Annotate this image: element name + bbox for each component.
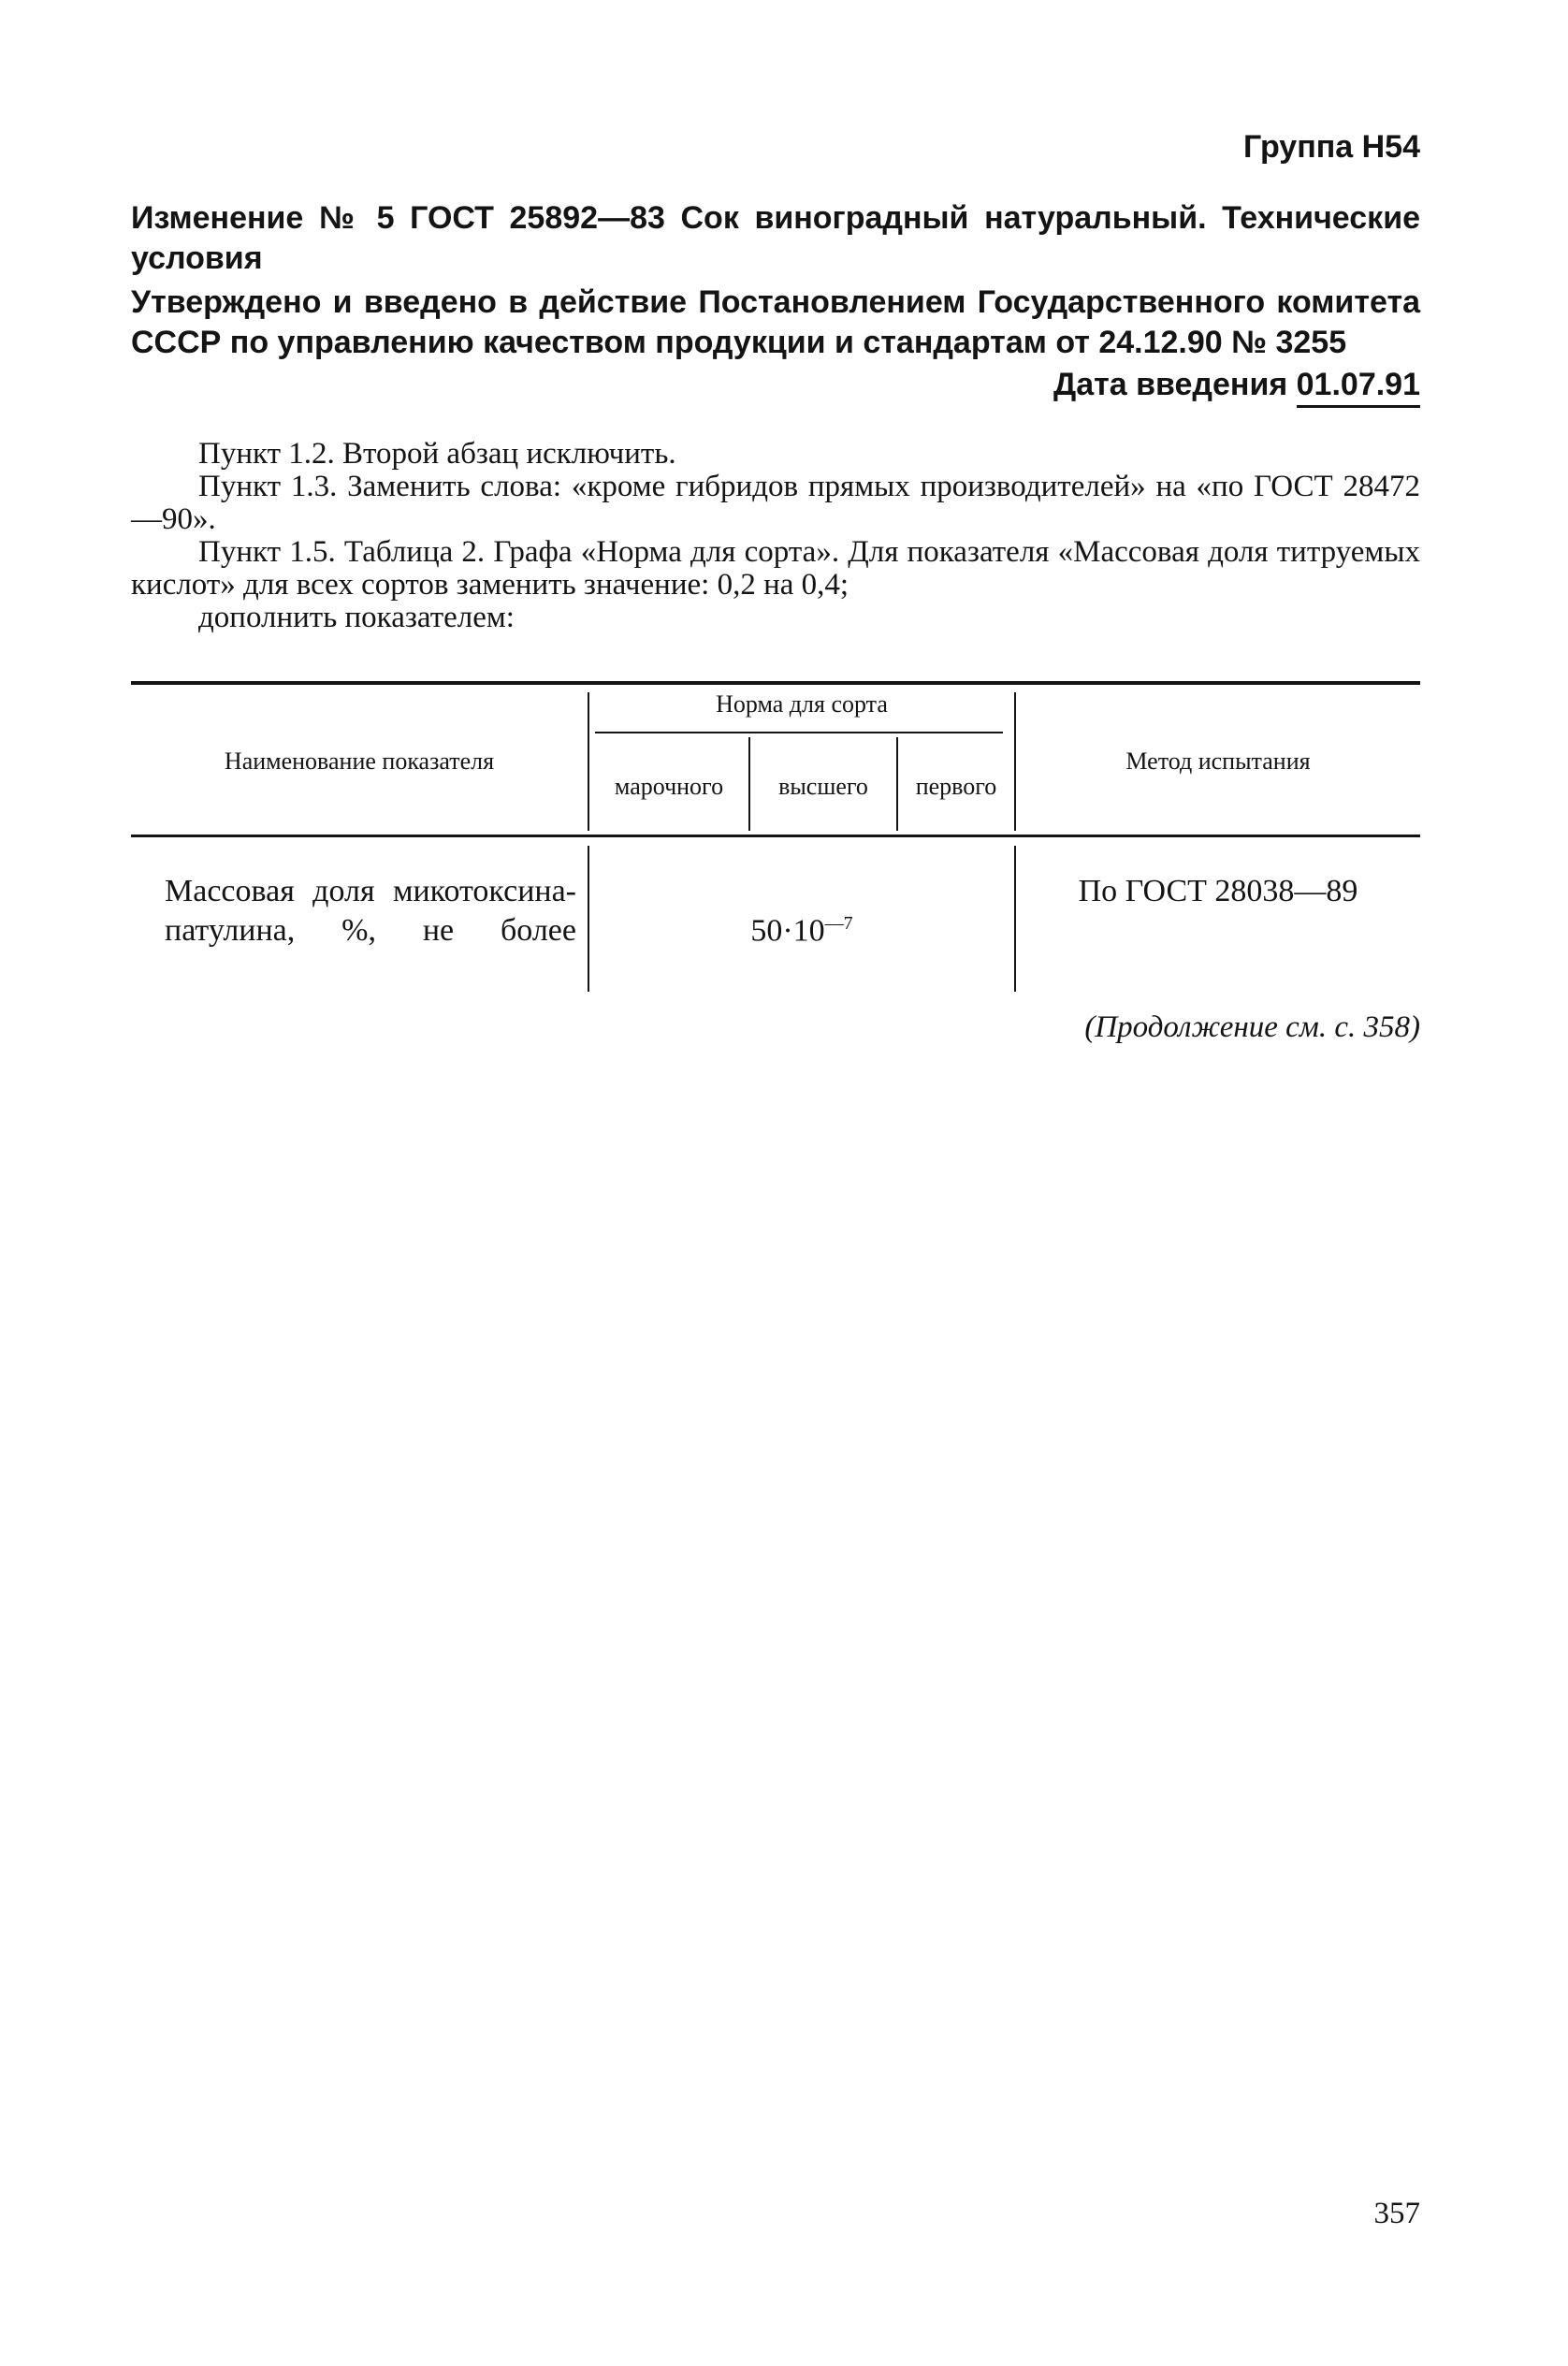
- paragraph-3: Пункт 1.5. Таблица 2. Графа «Норма для сорта». Для показателя «Массовая доля титруемых кислот» для всех сортов заменить значение: 0,2 на 0,4;: [131, 535, 1420, 602]
- paragraph-2: Пункт 1.3. Заменить слова: «кроме гибридов прямых производителей» на «по ГОСТ 28472—90».: [131, 470, 1420, 536]
- table-top-rule: [131, 681, 1420, 685]
- date-value: 01.07.91: [1297, 367, 1420, 408]
- table-header-rule: [131, 835, 1420, 837]
- row-indicator-text: Массовая доля микотоксина-патулина, %, не более: [165, 874, 576, 948]
- amendment-body: [131, 438, 1420, 634]
- header-grade-marochny: марочного: [614, 773, 724, 800]
- header-test-method: Метод испытания: [1125, 748, 1311, 775]
- continuation-note: (Продолжение см. с. 358): [1084, 1010, 1420, 1044]
- approval-statement: Утверждено и введено в действие Постановлением Государственного комитета СССР по управлению качеством продукции и стандартам от 24.12.90 № 3255: [131, 284, 1420, 360]
- row-norm-value: $50\cdot 10^{—7}$: [750, 913, 853, 949]
- header-grade-pervy: первого: [915, 773, 997, 800]
- norm-header-rule: [595, 732, 1003, 733]
- page-number: 357: [1373, 2197, 1420, 2230]
- row-indicator-name: [165, 872, 576, 951]
- header-grade-vysshy: высшего: [778, 773, 868, 800]
- body-divider-2: [1014, 846, 1016, 992]
- effective-date: [1053, 367, 1420, 408]
- header-norm: Норма для сорта: [716, 690, 888, 718]
- amendment-title: Изменение № 5 ГОСТ 25892—83 Сок виноградный натуральный. Технические условия: [131, 200, 1420, 276]
- paragraph-1: Пункт 1.2. Второй абзац исключить.: [198, 437, 676, 471]
- row-test-method: По ГОСТ 28038—89: [1078, 874, 1358, 908]
- group-code: Группа Н54: [1242, 129, 1420, 165]
- date-label: Дата введения: [1053, 367, 1288, 402]
- header-indicator-name: Наименование показателя: [224, 748, 495, 775]
- paragraph-4: дополнить показателем:: [198, 601, 515, 634]
